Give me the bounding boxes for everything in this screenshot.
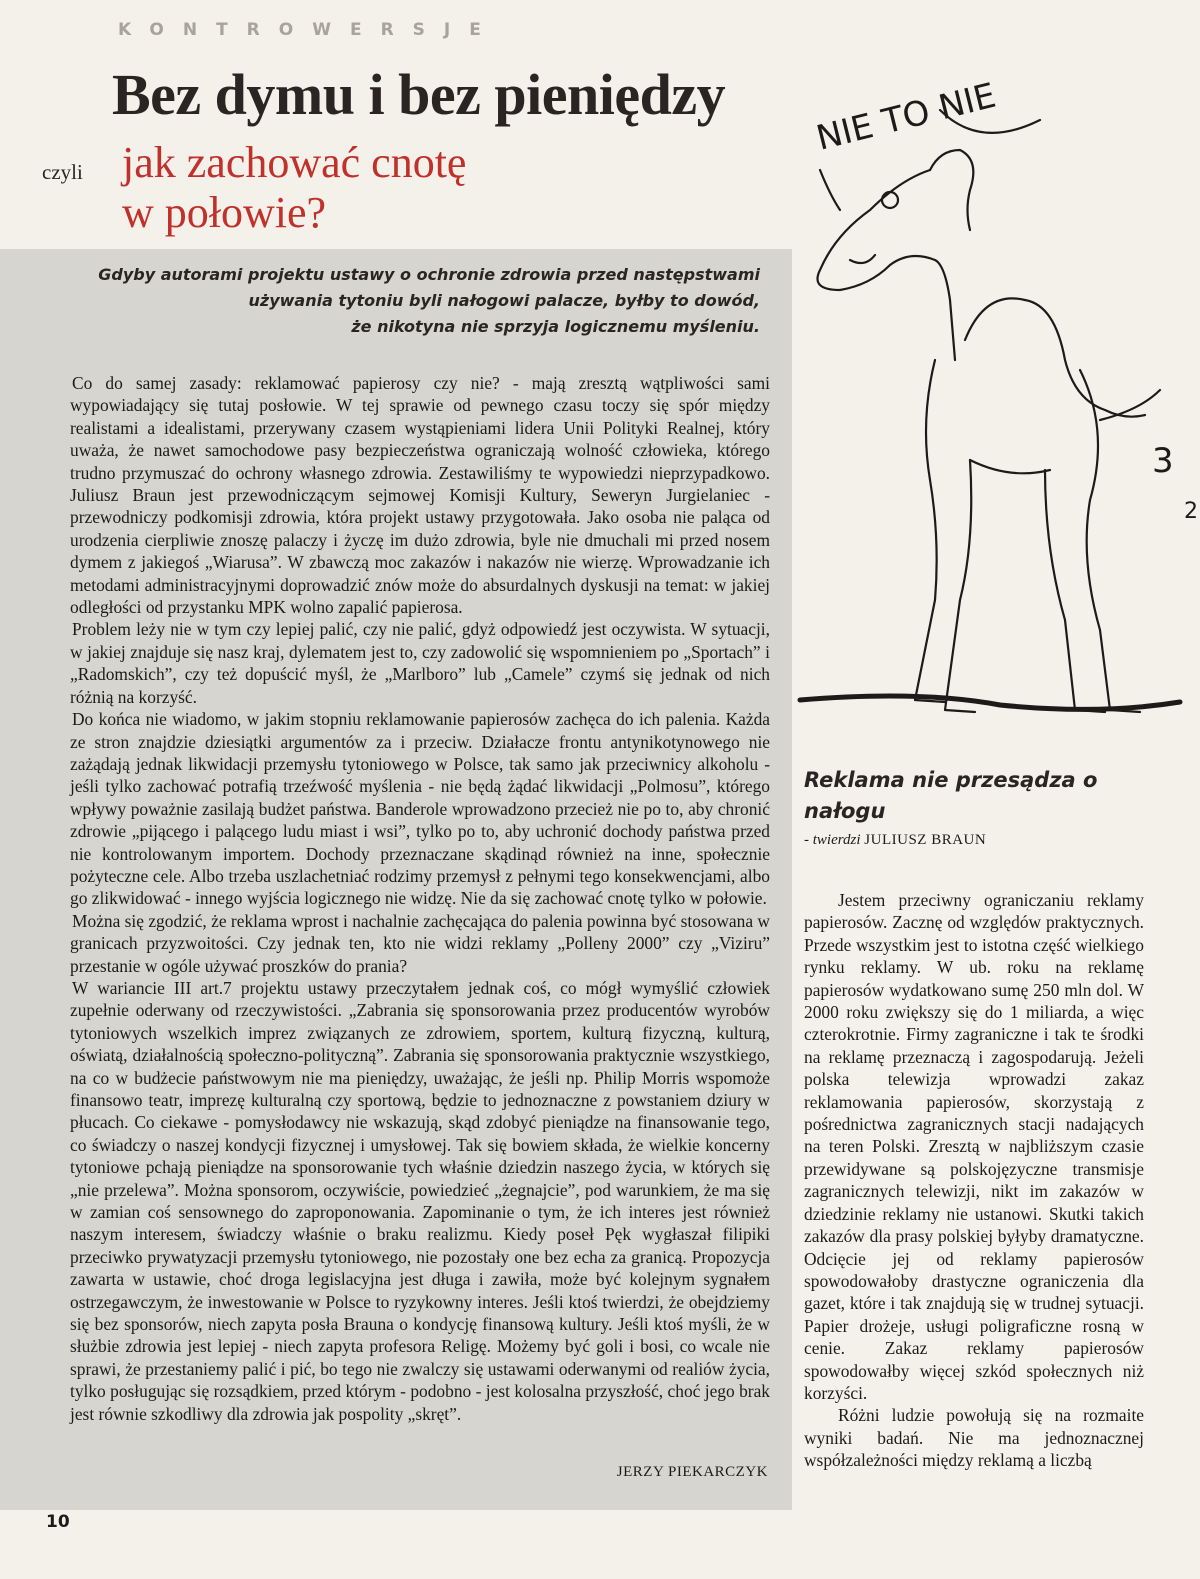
- camel-back-leg: [1080, 370, 1140, 712]
- camel-forehead: [930, 150, 973, 230]
- camel-front-leg: [915, 360, 945, 702]
- camel-mouth: [850, 255, 875, 263]
- article-author: JERZY PIEKARCZYK: [616, 1464, 768, 1480]
- title-connector: czyli: [42, 160, 83, 184]
- camel-head: [818, 170, 956, 360]
- handwritten-mark: 2: [1184, 499, 1198, 524]
- camel-cartoon: [780, 40, 1200, 730]
- lead-line: Gdyby autorami projektu ustawy o ochronie zdrowia przed następstwami: [98, 265, 760, 284]
- sidebar-title: Reklama nie przesądza o nałogu: [804, 768, 1098, 823]
- camel-eye: [882, 192, 898, 208]
- sidebar-paragraph: Jestem przeciwny ograniczaniu reklamy papierosów. Zacznę od względów praktycznych. Przede wszystkim jest to istotna część wielkiego rynku reklamy. W ub. roku na reklamę papierosów wydatkowano sumę 250 mln dol. W 2000 roku zwiększy się do 1 miliarda, a więc czterokrotnie. Firmy zagraniczne i tak te środki na reklamę przeznaczą i zagospodarują. Jeżeli polska telewizja wprowadzi zakaz reklamowania papierosów, skorzystają z pośrednictwa zagranicznych stacji nadających na teren Polski. Zresztą w najbliższym czasie przewidywane są polskojęzyczne transmisje zagranicznych telewizji, nikt im zakazów w dziedzinie reklamy nie ustanowi. Skutki takich zakazów dla prasy polskiej byłyby dramatyczne. Odcięcie jej od reklamy papierosów spowodowałoby drastyczne ograniczenia dla gazet, które i tak znajdują się w trudnej sytuacji. Papier drożeje, usługi poligraficzne rosną w cenie. Zakaz reklamy papierosów spowodowałby więcej szkód społecznych niż korzyści.: [804, 890, 1144, 1403]
- article-body: [70, 372, 770, 1425]
- handwritten-mark: 3: [1152, 441, 1174, 481]
- article-paragraph: W wariancie III art.7 projektu ustawy przeczytałem jednak coś, co mógł wymyślić człowiek zupełnie oderwany od rzeczywistości. „Zabrania się sponsorowania przez producentów wyrobów tytoniowych wszelkich imprez związanych ze zdrowiem, sportem, kulturą fizyczną, kulturą, oświatą, działalnością społeczno-polityczną”. Zabrania się sponsorowania praktycznie wszystkiego, na co w budżecie państwowym nie ma pieniędzy, uważając, że jeśli np. Philip Morris wspomoże finansowo teatr, imprezę kulturalną czy sportową, będzie to jednoznaczne z powstaniem dziury w płucach. Co ciekawe - pomysłodawcy nie wskazują, skąd zdobyć pieniądze na finansowanie tego, co świadczy o naszej kondycji fizycznej i umysłowej. Tak się bowiem składa, że wielkie koncerny tytoniowe pchają pieniądze na sponsorowanie tych właśnie dziedzin naszego życia, w których się „nie przelewa”. Można sponsorom, oczywiście, powiedzieć „żegnajcie”, pod warunkiem, że ma się w zamian coś sensownego do zaproponowania. Zapominanie o tym, że ich interes jest również naszym interesem, świadczy właśnie o braku realizmu. Kiedy poseł Pęk wygłaszał filipiki przeciwko prywatyzacji przemysłu tytoniowego, nie pozostały one bez echa za granicą. Propozycja zawarta w ustawie, choć droga legislacyjna jest długa i zawiła, może być kolejnym sygnałem ostrzegawczym, że inwestowanie w Polsce to ryzykowny interes. Jeśli ktoś twierdzi, że obejdziemy się bez sponsorów, niech zapyta posła Brauna o kondycję finansową kultury. Jeśli ktoś myśli, że w służbie zdrowia jest lepiej - niech zapyta profesora Religę. Możemy być goli i bosi, co wcale nie sprawi, że przestaniemy palić i pić, bo tego nie zwalczy się ustawami oderwanymi od realiów życia, tylko posługując się rozsądkiem, przed którym - podobno - jest kolosalna przyszłość, choć jego brak jest równie szkodliwy dla zdrowia jak pospolity „skręt”.: [70, 977, 770, 1424]
- page-number: 10: [46, 1512, 70, 1532]
- subtitle-line-1: jak zachować cnotę: [122, 138, 467, 187]
- article-paragraph: Można się zgodzić, że reklama wprost i nachalnie zachęcająca do palenia powinna być stosowana w granicach przyzwoitości. Czy jednak ten, kto nie widzi reklamy „Polleny 2000” czy „Viziru” przestanie w ogóle używać proszków do prania?: [70, 910, 770, 976]
- article-subtitle: [122, 138, 466, 238]
- ground-line: [800, 696, 1180, 709]
- lead-line: że nikotyna nie sprzyja logicznemu myśleniu.: [351, 317, 760, 336]
- camel-back-leg-2: [1045, 470, 1105, 712]
- camel-hump: [965, 298, 1145, 416]
- article-paragraph: Problem leży nie w tym czy lepiej palić, czy nie palić, gdyż odpowiedź jest oczywista. W sytuacji, w jakiej znajduje się nasz kraj, dylematem jest to, czy zadowolić się wspomnieniem po „Sportach” i „Radomskich”, czy też dopuścić myśl, że „Marlboro” lub „Camele” czymś się jednak od nich różnią na korzyść.: [70, 619, 770, 707]
- article-title: Bez dymu i bez pieniędzy: [112, 62, 726, 127]
- attribution-prefix: - twierdzi: [804, 832, 861, 848]
- brace-stroke: [820, 170, 840, 210]
- sidebar-attribution: [804, 832, 986, 849]
- camel-tail: [1100, 390, 1160, 420]
- section-label: KONTROWERSJE: [118, 20, 500, 40]
- handwritten-caption: NIE TO NIE: [812, 75, 1000, 159]
- camel-belly: [970, 460, 1050, 473]
- sidebar-body: [804, 889, 1144, 1472]
- camel-front-leg-2: [945, 460, 975, 712]
- article-lead: [92, 262, 760, 340]
- article-paragraph: Co do samej zasady: reklamować papierosy czy nie? - mają zresztą wątpliwości sami wypowiadający się tutaj posłowie. W tej sprawie od pewnego czasu toczy się spór między realistami a idealistami, przerywany czasem wystąpieniami lidera Unii Polityki Realnej, który uważa, że nawet samochodowe pasy bezpieczeństwa ograniczają wolność człowieka, którego trudno przymuszać do ochrony własnego zdrowia. Zestawiliśmy te wypowiedzi nieprzypadkowo. Juliusz Braun jest przewodniczącym sejmowej Komisji Kultury, Seweryn Jurgielaniec - przewodniczy podkomisji zdrowia, która projekt ustawy przygotowała. Jako osoba nie paląca od urodzenia cierpliwie znoszę palaczy i życzę im dużo zdrowia, byle nie dmuchali mi przed nosem dymem z jakiegoś „Wiarusa”. W zbawczą moc zakazów i nakazów nie wierzę. Wprowadzanie ich metodami administracyjnymi doprowadzić znów może do absurdalnych dyskusji na temat: w jakiej odległości od przystanku MPK wolno zapalić papierosa.: [70, 373, 770, 618]
- attribution-name: JULIUSZ BRAUN: [864, 832, 987, 848]
- lead-line: używania tytoniu byli nałogowi palacze, byłby to dowód,: [248, 291, 760, 310]
- article-paragraph: Do końca nie wiadomo, w jakim stopniu reklamowanie papierosów zachęca do ich palenia. Każda ze stron znajdzie dziesiątki argumentów za i przeciw. Działacze frontu antynikotynowego nie zażądają jednak likwidacji przemysłu tytoniowego w Polsce, tak samo jak przeciwnicy alkoholu - jeśli tylko zachować potrafią trzeźwość myślenia - nie będą żądać likwidacji „Polmosu”, którego wpływy poważnie zasilają budżet państwa. Banderole wprowadzono przecież nie po to, aby chronić zdrowie „pijącego i palącego ludu miast i wsi”, tylko po to, aby uchronić dochody państwa przed nie kontrolowanym importem. Dochody przeznaczane skądinąd również na inne, społecznie pożyteczne cele. Albo trzeba uszlachetniać rodzimy przemysł z pełnymi tego konsekwencjami, albo go zlikwidować - innego wyjścia logicznego nie widzę. Nie da się zachować cnotę tylko w połowie.: [70, 709, 770, 909]
- sidebar-paragraph: Różni ludzie powołują się na rozmaite wyniki badań. Nie ma jednoznacznej współzależności między reklamą a liczbą: [804, 1405, 1144, 1471]
- subtitle-line-2: w połowie?: [122, 188, 327, 237]
